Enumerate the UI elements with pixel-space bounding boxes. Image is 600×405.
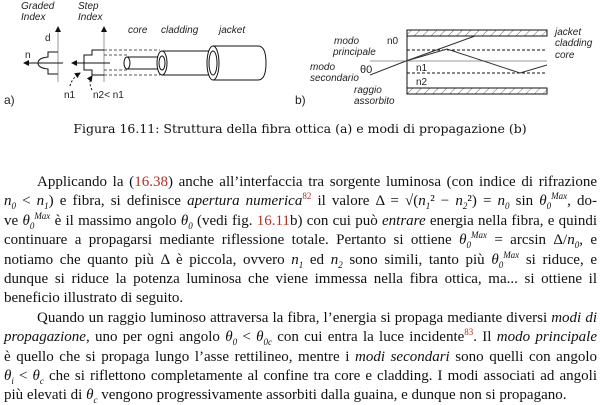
text-segment: c <box>93 395 98 405</box>
text-segment: dunque si riduce la potenza luminosa che viene immessa nella fibra ottica, ma... si ottiene il <box>4 270 597 287</box>
text-segment: con cui entra la luce incidente <box>271 329 465 346</box>
text-segment: θ <box>256 329 264 346</box>
text-segment: , uno per ogni angolo <box>85 329 226 346</box>
text-line <box>4 348 597 367</box>
modo-principale-label-2: principale <box>333 47 376 58</box>
text-line <box>4 251 597 270</box>
core-label: core <box>128 25 148 36</box>
cross-reference-link[interactable]: 16.11 <box>256 212 290 229</box>
text-line <box>4 270 597 289</box>
text-line <box>4 309 597 328</box>
text-segment: ed <box>303 251 331 268</box>
text-segment: è quello che si propaga lungo l’asse rettilineo, mentre i <box>4 348 355 365</box>
text-segment: energia nella fibra, e quindi <box>425 212 598 229</box>
text-segment: n <box>418 193 426 210</box>
text-segment: n <box>497 193 506 210</box>
theta0-label: θ0 <box>360 64 373 76</box>
text-segment: 2 <box>462 201 468 212</box>
jacket-label-b: jacket <box>555 27 582 38</box>
text-segment: Max <box>34 210 51 221</box>
figure-a-label: a) <box>4 93 15 107</box>
text-segment: n <box>567 232 575 249</box>
text-segment: b) con cui può <box>289 212 382 229</box>
text-segment: 0 <box>232 337 238 348</box>
figure-b-label: b) <box>295 93 306 107</box>
footnote-marker[interactable]: 82 <box>302 191 312 202</box>
text-segment: < <box>13 367 33 384</box>
text-segment: < <box>237 329 257 346</box>
figure-16-11 <box>0 0 600 115</box>
text-segment: 1 <box>425 201 431 212</box>
cladding-label-b: cladding <box>555 38 593 49</box>
core-label-b: core <box>555 50 575 61</box>
text-segment: 0 <box>29 220 35 231</box>
text-segment: θ <box>459 232 467 249</box>
text-segment: , do- <box>567 193 597 210</box>
n0-label: n0 <box>387 36 399 47</box>
text-segment: beneficio illustrato di seguito. <box>4 290 184 307</box>
text-line <box>4 173 597 192</box>
text-segment: ) anche all’interfaccia tra sorgente luminosa (con indice di rifrazione <box>167 174 597 190</box>
cross-reference-link[interactable]: 16.38 <box>134 174 168 190</box>
text-segment: modi di <box>551 309 597 326</box>
step-index-label-2: Index <box>78 12 103 23</box>
text-segment: 0c <box>263 337 272 348</box>
text-segment: θ <box>225 329 233 346</box>
text-line <box>4 231 597 250</box>
text-segment: < <box>16 193 37 210</box>
text-segment: 1 <box>44 201 49 212</box>
text-segment: n <box>455 193 463 210</box>
text-segment: si riduce, e <box>519 251 597 268</box>
text-line <box>4 212 597 231</box>
text-segment: (vedi fig. <box>192 212 257 229</box>
text-segment: ² − <box>430 193 456 210</box>
text-segment: θ <box>32 367 40 384</box>
figure-a-fiber-structure <box>4 1 266 107</box>
footnote-marker[interactable]: 83 <box>464 327 474 338</box>
text-segment: θ <box>4 367 12 384</box>
text-segment: 0 <box>505 201 510 212</box>
text-segment: il valore Δ = √( <box>311 193 419 210</box>
text-segment: Applicando la ( <box>37 174 135 190</box>
text-segment: θ <box>491 251 499 268</box>
cladding-label: cladding <box>161 25 199 36</box>
n2-lt-n1-label: n2< n1 <box>93 90 124 101</box>
modo-secondario-label-2: secondario <box>310 73 359 84</box>
text-segment: Max <box>470 230 487 241</box>
text-line <box>4 289 597 308</box>
text-segment: 0 <box>188 220 193 231</box>
text-segment: . Il <box>473 329 497 346</box>
text-segment: entrare <box>382 212 426 229</box>
text-segment: notiamo che quanto più Δ è piccola, ovvero <box>4 251 292 268</box>
figure-caption: Figura 16.11: Struttura della fibra ottica (a) e modi di propagazione (b) <box>73 121 527 136</box>
axis-n-label: n <box>25 50 31 61</box>
n2-cladding-label: n2 <box>416 77 428 88</box>
text-segment: = arcsin Δ/ <box>486 232 568 249</box>
text-segment: 0 <box>574 240 580 251</box>
axis-d-label: d <box>45 33 51 44</box>
text-segment: Max <box>503 249 520 260</box>
text-segment: θ <box>22 212 30 229</box>
text-segment: n <box>330 251 339 268</box>
graded-index-label-2: Index <box>21 12 46 23</box>
n1-label: n1 <box>64 90 76 101</box>
raggio-assorbito-label-1: raggio <box>354 85 382 96</box>
text-line <box>4 192 597 211</box>
raggio-assorbito-label-2: assorbito <box>354 96 395 107</box>
text-line <box>4 367 597 386</box>
text-segment: 0 <box>546 201 552 212</box>
text-segment: n <box>36 193 45 210</box>
text-segment: ) e fibra, si definisce <box>48 193 188 210</box>
jacket-label: jacket <box>219 25 246 36</box>
text-segment: ²) = <box>467 193 498 210</box>
text-segment: θ <box>539 193 547 210</box>
text-segment: θ <box>86 387 94 404</box>
text-segment: Max <box>551 191 568 202</box>
text-segment: che si riflettono completamente al confine tra core e cladding. I modi associati ad angoli <box>43 367 597 384</box>
text-segment: 1 <box>298 259 304 270</box>
text-segment: continuare a propagarsi mediante riflessione totale. Pertanto si ottiene <box>4 232 460 249</box>
text-segment: apertura numerica <box>187 193 303 210</box>
text-segment: n <box>291 251 299 268</box>
text-segment: è il massimo angolo <box>50 212 181 229</box>
modo-secondario-label-1: modo <box>310 62 336 73</box>
text-segment: n <box>4 193 12 210</box>
text-segment: c <box>39 375 44 386</box>
text-segment: 0 <box>11 201 16 212</box>
body-text <box>4 173 597 405</box>
figure-b-propagation-modes <box>295 27 593 107</box>
text-segment: Quando un raggio luminoso attraversa la fibra, l’energia si propaga mediante diversi <box>37 309 552 326</box>
modo-principale-label-1: modo <box>334 36 360 47</box>
text-segment: più elevati di <box>4 387 87 404</box>
text-segment: 2 <box>338 259 343 270</box>
text-segment: i <box>11 375 14 386</box>
text-segment: sono simili, tanto più <box>342 251 492 268</box>
text-segment: propagazione <box>4 329 86 346</box>
text-segment: 0 <box>466 240 471 251</box>
graded-index-label-1: Graded <box>21 1 55 12</box>
text-segment: vengono progressivamente assorbiti dalla guaina, e dunque non si propagano. <box>97 387 567 404</box>
step-index-label-1: Step <box>78 1 99 12</box>
text-segment: , e <box>579 232 597 249</box>
text-segment: sin <box>509 193 540 210</box>
text-segment: θ <box>180 212 189 229</box>
text-segment: sono quelli con angolo <box>449 348 597 365</box>
text-segment: ve <box>4 212 23 229</box>
text-segment: 0 <box>498 259 504 270</box>
text-line <box>4 386 597 405</box>
n1-core-label: n1 <box>416 63 428 74</box>
text-segment: modi secondari <box>355 348 450 365</box>
text-segment: modo principale <box>496 329 597 346</box>
text-line <box>4 328 597 347</box>
